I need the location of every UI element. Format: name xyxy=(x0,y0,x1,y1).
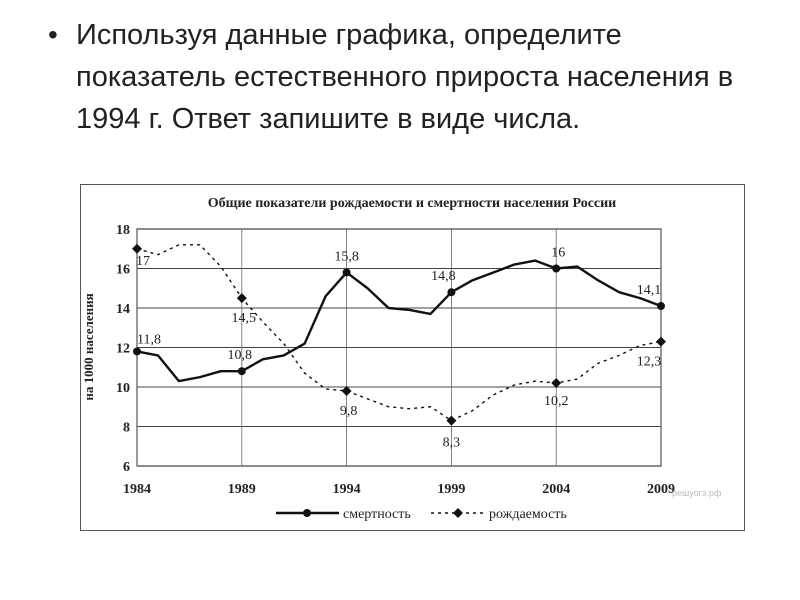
x-tick-label: 1984 xyxy=(123,482,151,497)
data-point-marker xyxy=(446,416,456,426)
bullet-icon: • xyxy=(48,19,58,50)
data-label: 8,3 xyxy=(442,435,461,451)
chart-frame xyxy=(80,184,745,531)
y-tick-label: 8 xyxy=(123,420,130,436)
legend xyxy=(276,507,567,522)
task-block xyxy=(48,14,768,140)
data-point-marker xyxy=(132,244,142,254)
data-label: 12,3 xyxy=(636,354,662,370)
chart-title: Общие показатели рождаемости и смертности населения России xyxy=(207,196,617,211)
y-tick-label: 16 xyxy=(116,262,130,278)
data-point-marker xyxy=(238,367,246,375)
series-line xyxy=(137,261,661,381)
x-tick-label: 1989 xyxy=(227,482,256,497)
y-tick-label: 12 xyxy=(116,341,130,357)
y-axis-label: на 1000 населения xyxy=(81,293,96,401)
data-label: 11,8 xyxy=(137,332,161,348)
task-item xyxy=(48,14,768,140)
data-label: 10,8 xyxy=(227,348,253,364)
data-label: 10,2 xyxy=(543,394,569,410)
data-point-marker xyxy=(237,293,247,303)
legend-label: смертность xyxy=(343,507,411,522)
grid-layer xyxy=(137,229,661,466)
watermark: решуогэ.рф xyxy=(672,488,722,498)
data-label: 14,1 xyxy=(636,283,662,299)
x-tick-label: 2009 xyxy=(647,482,675,497)
data-label: 16 xyxy=(551,245,566,261)
data-point-marker xyxy=(657,302,665,310)
data-point-marker xyxy=(656,337,666,347)
y-tick-label: 10 xyxy=(116,381,130,396)
data-label: 15,8 xyxy=(334,249,359,265)
legend-marker xyxy=(303,509,311,517)
tick-layer xyxy=(116,223,675,497)
x-tick-label: 1999 xyxy=(437,482,466,497)
x-tick-label: 2004 xyxy=(542,482,571,497)
y-tick-label: 18 xyxy=(116,223,130,238)
data-label: 14,5 xyxy=(231,311,257,327)
chart-svg xyxy=(81,185,744,530)
data-point-marker xyxy=(133,347,141,355)
legend-marker xyxy=(453,508,463,518)
data-point-marker xyxy=(552,265,560,273)
data-label: 17 xyxy=(136,253,150,269)
data-label: 14,8 xyxy=(431,269,456,285)
y-tick-label: 6 xyxy=(123,460,130,475)
data-point-marker xyxy=(343,268,351,276)
data-point-marker xyxy=(447,288,455,296)
task-text: Используя данные графика, определите показатель естественного прироста населения в 1994 г. Ответ запишите в виде числа. xyxy=(76,19,734,135)
x-tick-label: 1994 xyxy=(332,482,361,497)
y-tick-label: 14 xyxy=(116,302,130,317)
legend-label: рождаемость xyxy=(489,507,567,522)
data-label: 9,8 xyxy=(339,403,358,419)
